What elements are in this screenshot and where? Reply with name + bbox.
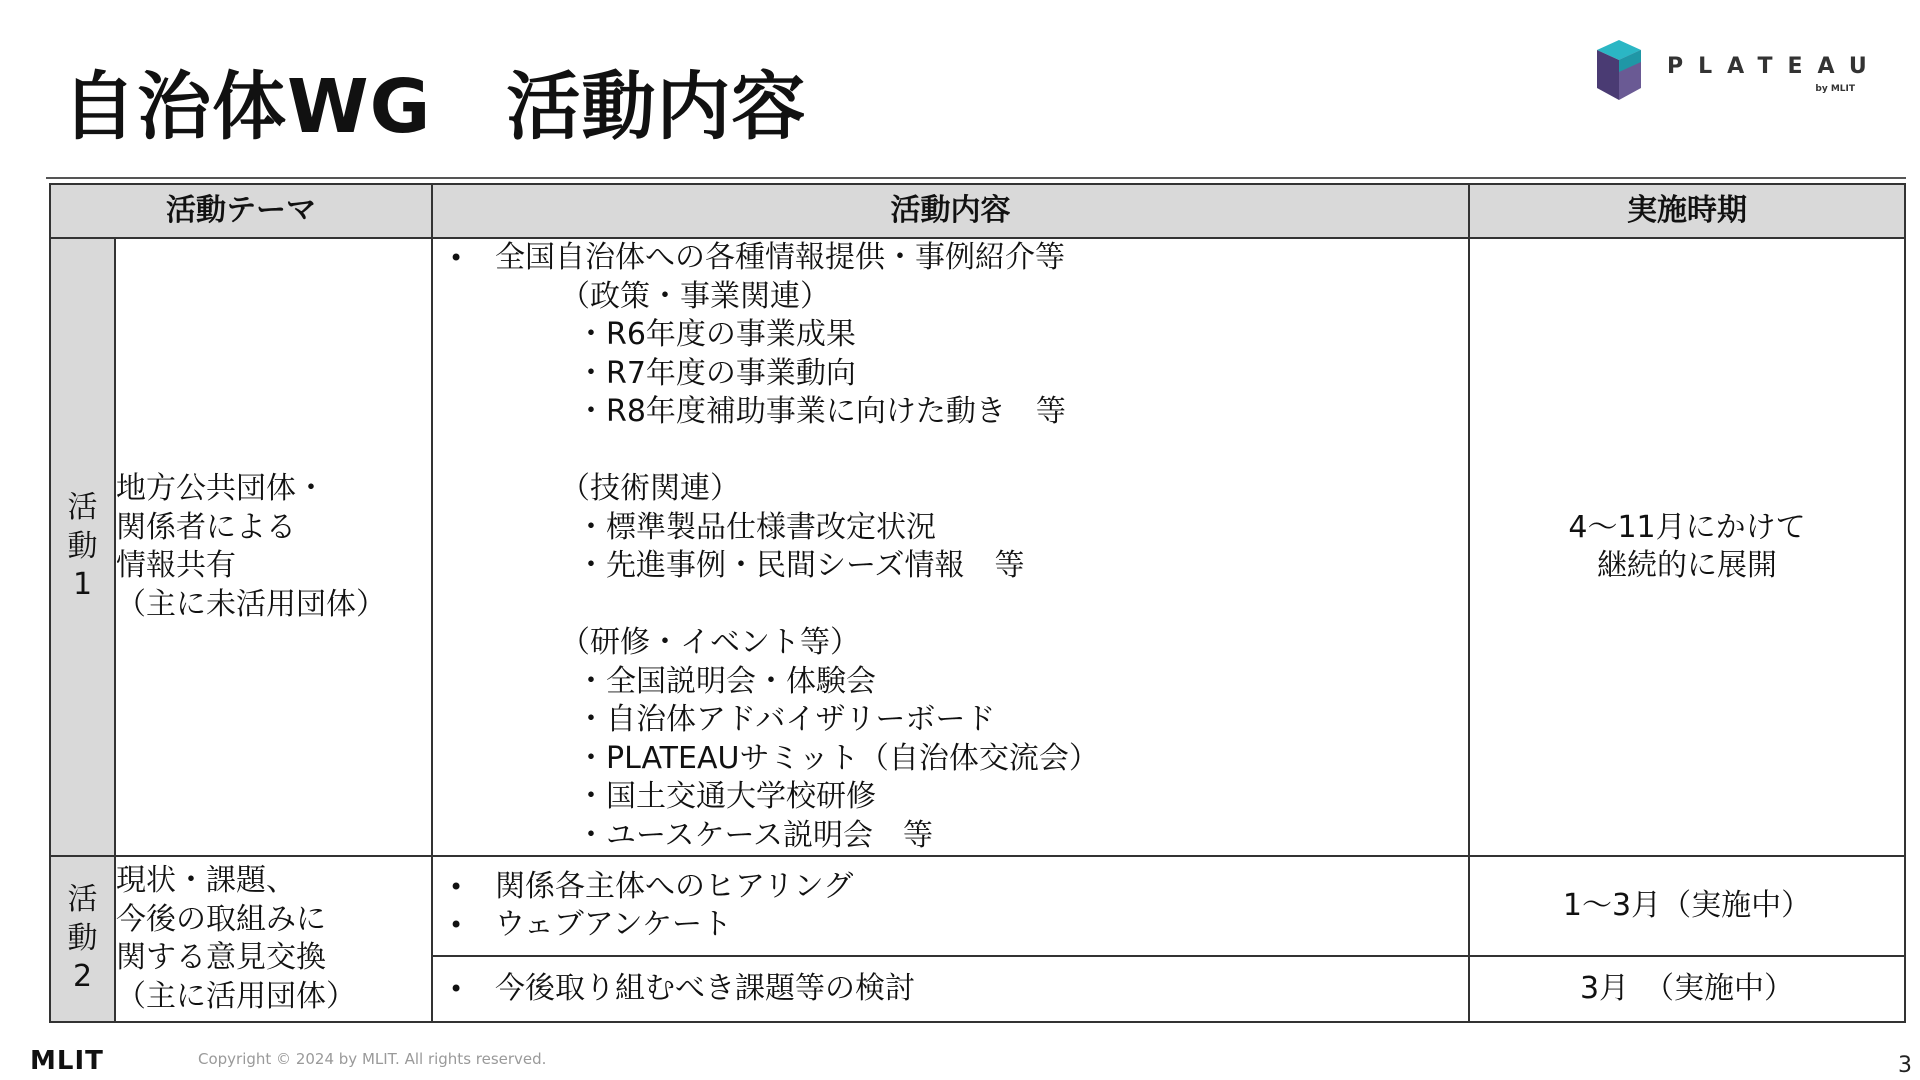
copyright-text: Copyright © 2024 by MLIT. All rights reserved. bbox=[198, 1050, 547, 1068]
activity1-row bbox=[50, 238, 1905, 856]
list-item: ・標準製品仕様書改定状況 bbox=[576, 509, 936, 545]
title-divider bbox=[46, 177, 1906, 179]
plateau-by-mlit: by MLIT bbox=[1815, 84, 1855, 94]
activity1-period: 4～11月にかけて 継続的に展開 bbox=[1469, 238, 1905, 856]
list-item: • 今後取り組むべき課題等の検討 bbox=[433, 970, 1468, 1009]
activity2-period-a: 1～3月（実施中） bbox=[1469, 856, 1905, 956]
activity-table bbox=[49, 183, 1906, 1023]
activity1-theme: 地方公共団体・ 関係者による 情報共有 （主に未活用団体） bbox=[115, 238, 432, 856]
list-item: ・ユースケース説明会 等 bbox=[576, 817, 933, 853]
mlit-logo bbox=[30, 1047, 164, 1071]
svg-text:MLIT: MLIT bbox=[30, 1047, 104, 1071]
list-item: ・国土交通大学校研修 bbox=[576, 779, 876, 814]
header-period: 実施時期 bbox=[1469, 184, 1905, 238]
page-title: 自治体WG 活動内容 bbox=[62, 64, 807, 150]
activity2-period-b: 3月 （実施中） bbox=[1469, 956, 1905, 1022]
list-item: ・R6年度の事業成果 bbox=[576, 317, 856, 352]
list-item: ・全国説明会・体験会 bbox=[576, 663, 876, 699]
list-item: • ウェブアンケート bbox=[433, 906, 1468, 945]
group-heading: （研修・イベント等） bbox=[560, 625, 860, 660]
plateau-cube-icon bbox=[1597, 40, 1641, 100]
activity2-content-a bbox=[432, 856, 1469, 956]
header-content: 活動内容 bbox=[432, 184, 1469, 238]
list-item: ・R7年度の事業動向 bbox=[576, 355, 856, 391]
header-theme: 活動テーマ bbox=[50, 184, 432, 238]
plateau-wordmark: PLATEAU bbox=[1667, 54, 1882, 79]
list-item: • 関係各主体へのヒアリング bbox=[433, 868, 1468, 907]
plateau-logo bbox=[1597, 40, 1882, 104]
activity2-content-b bbox=[432, 956, 1469, 1022]
group-heading: （政策・事業関連） bbox=[560, 278, 830, 314]
list-item: • 全国自治体への各種情報提供・事例紹介等 bbox=[433, 239, 1468, 278]
list-item: ・自治体アドバイザリーボード bbox=[576, 702, 996, 737]
page-number: 3 bbox=[1898, 1053, 1912, 1078]
list-item: ・R8年度補助事業に向けた動き 等 bbox=[576, 394, 1066, 429]
activity1-label: 活 動 1 bbox=[50, 238, 115, 856]
activity2-theme: 現状・課題、 今後の取組みに 関する意見交換 （主に活用団体） bbox=[115, 856, 432, 1022]
activity2-label: 活 動 2 bbox=[50, 856, 115, 1022]
table-header-row bbox=[50, 184, 1905, 238]
group-heading: （技術関連） bbox=[560, 471, 740, 506]
activity1-content bbox=[432, 238, 1469, 856]
list-item: ・先進事例・民間シーズ情報 等 bbox=[576, 548, 1025, 583]
activity2-row-a bbox=[50, 856, 1905, 956]
list-item: ・PLATEAUサミット（自治体交流会） bbox=[576, 740, 1099, 776]
